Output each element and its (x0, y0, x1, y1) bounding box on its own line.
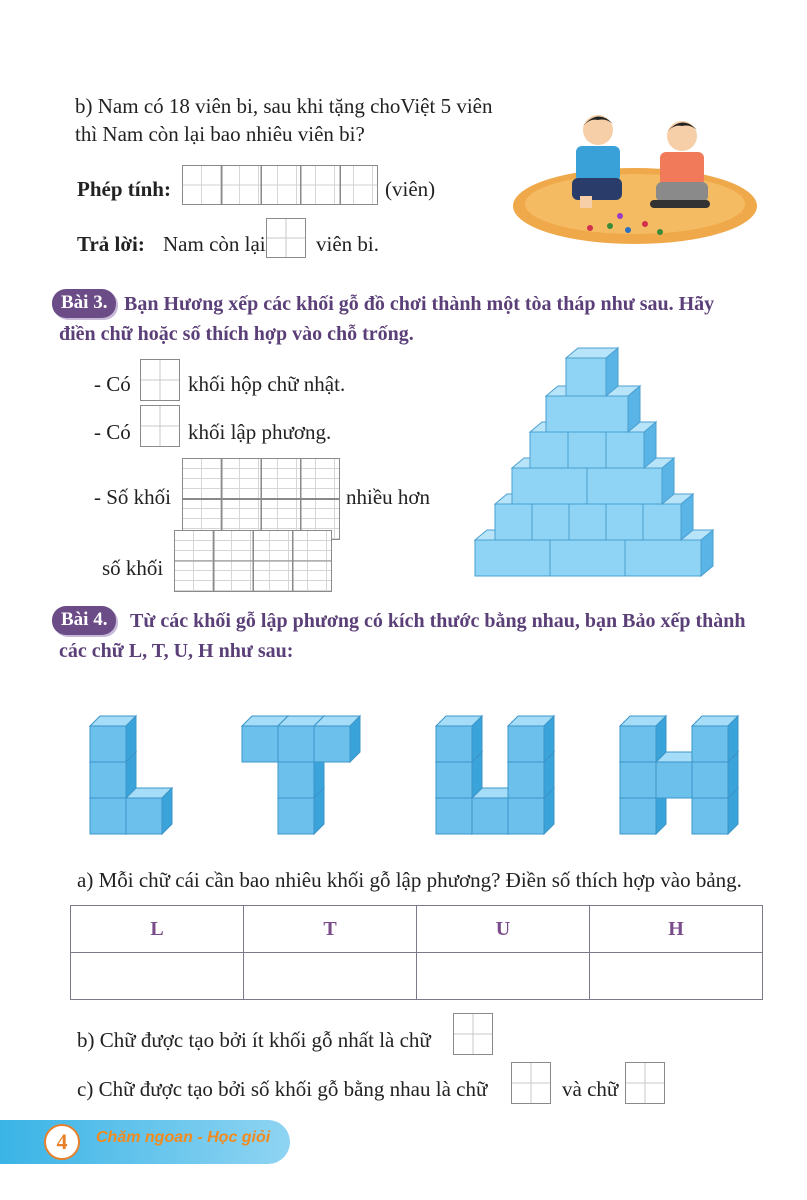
bai4-badge: Bài 4. (52, 606, 116, 635)
bai3-co1-suffix: khối hộp chữ nhật. (188, 372, 346, 396)
table-header-t: T (244, 906, 417, 953)
page-number: 4 (44, 1124, 80, 1160)
letter-u-cubes (436, 716, 554, 834)
table-header-u: U (417, 906, 590, 953)
bai4-part-c-input2[interactable] (625, 1062, 665, 1104)
boys-playing-marbles-illustration (510, 108, 760, 248)
bai4-part-c: c) Chữ được tạo bởi số khối gỗ bằng nhau là chữ (77, 1077, 488, 1101)
table-cell-l[interactable] (71, 953, 244, 1000)
bai4-part-c-and: và chữ (562, 1077, 619, 1101)
bai3-co1-input[interactable] (140, 359, 180, 401)
bai3-sokhoi2-input[interactable] (174, 530, 332, 592)
bai4-part-b: b) Chữ được tạo bởi ít khối gỗ nhất là chữ (77, 1028, 431, 1052)
bai3-sokhoi1-input[interactable] (182, 458, 340, 540)
cube-letters-illustration (80, 690, 760, 840)
bai4-part-b-input[interactable] (453, 1013, 493, 1055)
bai3-badge: Bài 3. (52, 289, 116, 318)
table-header-l: L (71, 906, 244, 953)
bai4-part-c-input1[interactable] (511, 1062, 551, 1104)
bai4-part-a: a) Mỗi chữ cái cần bao nhiêu khối gỗ lập phương? Điền số thích hợp vào bảng. (77, 868, 742, 892)
tra-loi-input[interactable] (266, 218, 306, 258)
phep-tinh-label: Phép tính: (77, 177, 171, 201)
letter-h-cubes (620, 716, 738, 834)
tra-loi-text: Nam còn lại (163, 232, 266, 256)
table-cell-t[interactable] (244, 953, 417, 1000)
answer-table (70, 905, 763, 1000)
tra-loi-unit: viên bi. (316, 232, 379, 256)
phep-tinh-unit: (viên) (385, 177, 436, 201)
bai3-sokhoi1-prefix: - Số khối (94, 485, 172, 509)
letter-l-cubes (90, 716, 172, 834)
part-b-line2: thì Nam còn lại bao nhiêu viên bi? (75, 122, 365, 146)
block-tower-illustration (470, 340, 720, 580)
table-header-h: H (590, 906, 763, 953)
bai3-line2: điền chữ hoặc số thích hợp vào chỗ trống. (59, 323, 414, 345)
table-cell-u[interactable] (417, 953, 590, 1000)
bai3-sokhoi2-prefix: số khối (102, 556, 164, 580)
bai4-line2: các chữ L, T, U, H như sau: (59, 640, 294, 662)
bai4-line1: Từ các khối gỗ lập phương có kích thước bằng nhau, bạn Bảo xếp thành (130, 610, 746, 632)
footer-title: Chăm ngoan - Học giỏi (96, 1129, 271, 1146)
letter-t-cubes (242, 716, 360, 834)
tra-loi-label: Trả lời: (77, 232, 145, 256)
bai3-co2-suffix: khối lập phương. (188, 420, 332, 444)
part-b-line1: b) Nam có 18 viên bi, sau khi tặng choViệt 5 viên (75, 94, 493, 118)
table-cell-h[interactable] (590, 953, 763, 1000)
phep-tinh-input[interactable] (182, 165, 378, 205)
bai3-co2-prefix: - Có (94, 420, 131, 444)
bai3-co2-input[interactable] (140, 405, 180, 447)
bai3-line1: Bạn Hương xếp các khối gỗ đồ chơi thành một tòa tháp như sau. Hãy (124, 293, 715, 315)
bai3-co1-prefix: - Có (94, 372, 131, 396)
bai3-sokhoi1-suffix: nhiều hơn (346, 485, 431, 509)
